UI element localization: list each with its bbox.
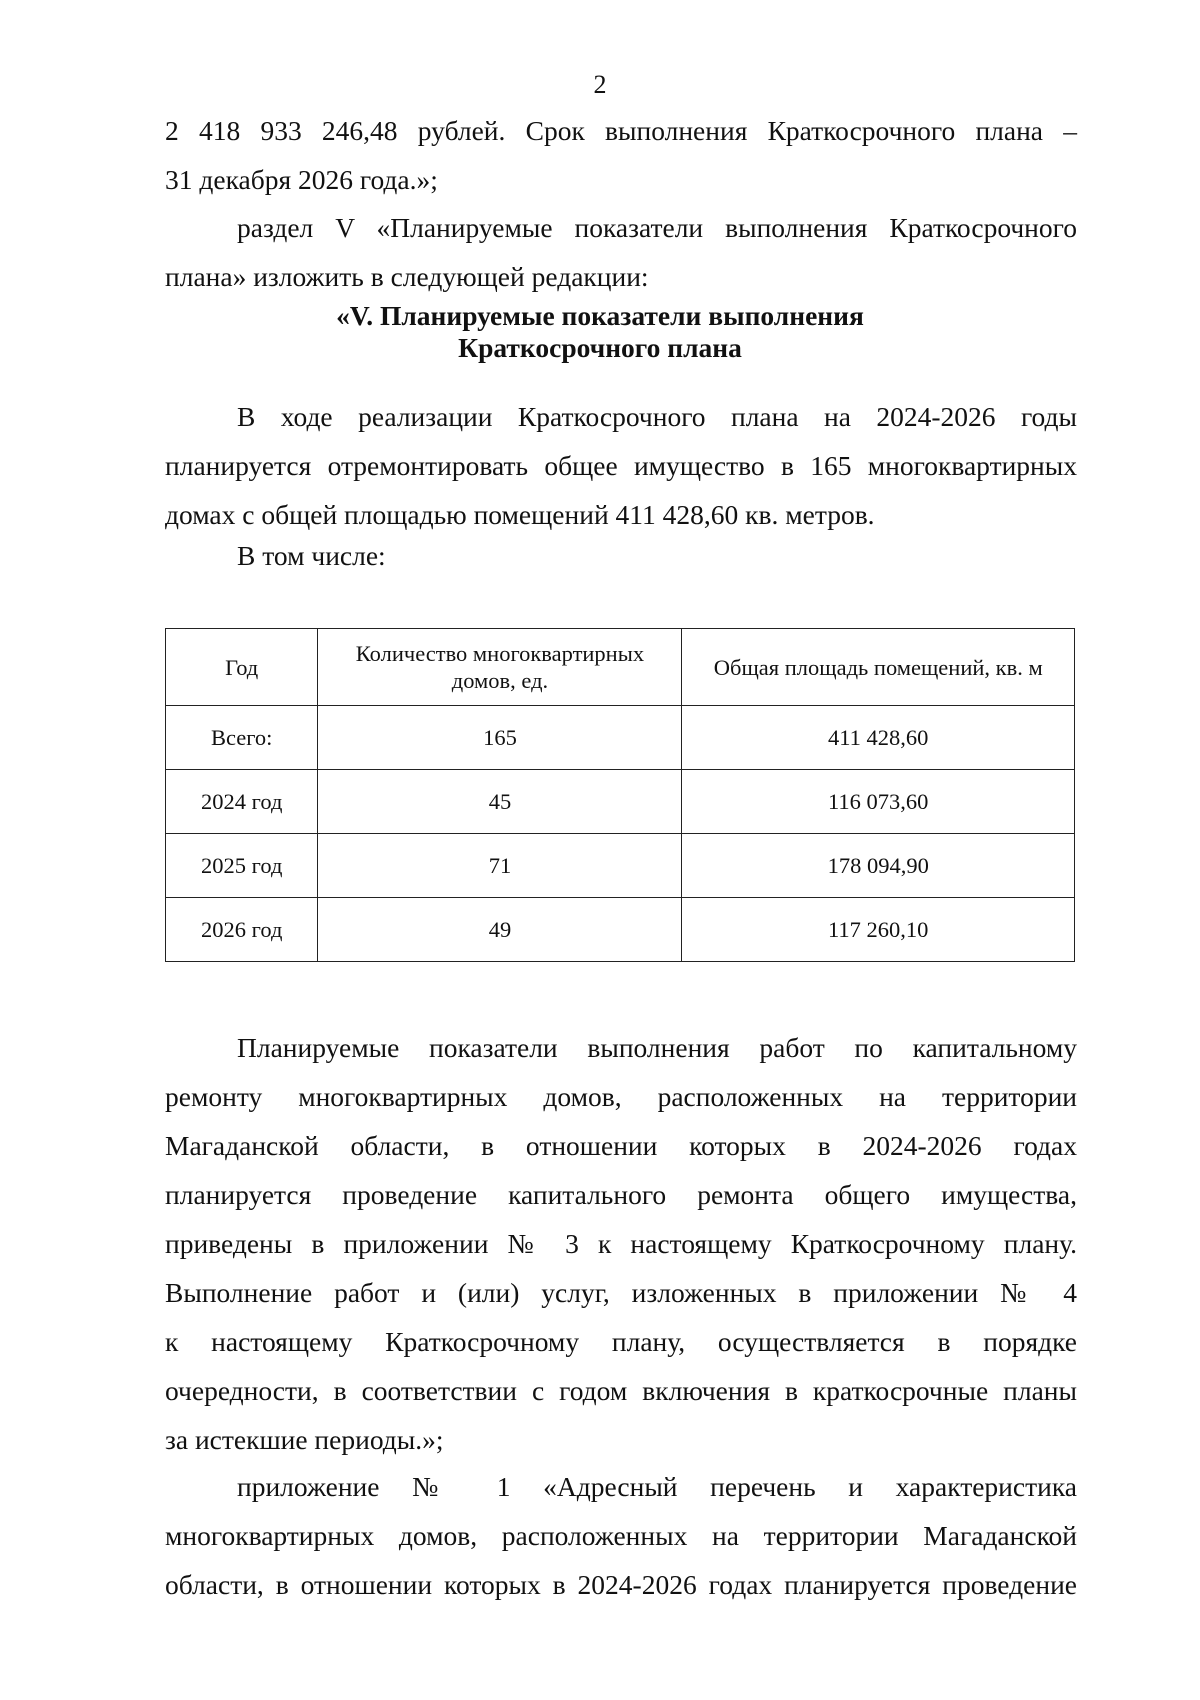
section-heading [0, 300, 1200, 364]
table-cell: 71 [318, 834, 682, 898]
paragraph-line: 2 418 933 246,48 рублей. Срок выполнения Краткосрочного плана – [165, 115, 1077, 146]
paragraph-line: очередности, в соответствии с годом включения в краткосрочные планы [165, 1375, 1077, 1406]
paragraph-line: раздел V «Планируемые показатели выполнения Краткосрочного [237, 212, 1077, 243]
table-row [166, 898, 1075, 962]
paragraph-line: В ходе реализации Краткосрочного плана на 2024-2026 годы [237, 401, 1077, 432]
table-header-area: Общая площадь помещений, кв. м [682, 629, 1075, 706]
table-cell: Всего: [166, 706, 318, 770]
paragraph-appendix-1 [165, 1462, 1077, 1609]
paragraph-line: приведены в приложении № 3 к настоящему Краткосрочному плану. [165, 1228, 1077, 1259]
table-cell: 117 260,10 [682, 898, 1075, 962]
table-cell: 165 [318, 706, 682, 770]
paragraph-line: В том числе: [237, 540, 386, 571]
paragraph-line: многоквартирных домов, расположенных на территории Магаданской [165, 1520, 1077, 1551]
table-header-row [166, 629, 1075, 706]
table-cell: 411 428,60 [682, 706, 1075, 770]
table-cell: 116 073,60 [682, 770, 1075, 834]
paragraph-line: планируется отремонтировать общее имущество в 165 многоквартирных [165, 450, 1077, 481]
page-number: 2 [593, 70, 607, 99]
table-row [166, 706, 1075, 770]
paragraph-line: области, в отношении которых в 2024-2026 годах планируется проведение [165, 1569, 1077, 1600]
table-cell: 2026 год [166, 898, 318, 962]
table-row [166, 834, 1075, 898]
stats-table [165, 628, 1075, 962]
paragraph-line: Планируемые показатели выполнения работ по капитальному [237, 1032, 1077, 1063]
paragraph-line: за истекшие периоды.»; [165, 1424, 444, 1455]
section-heading-line: «V. Планируемые показатели выполнения [336, 300, 864, 331]
paragraph-line: ремонту многоквартирных домов, расположенных на территории [165, 1081, 1077, 1112]
table-header-buildings: Количество многоквартирных домов, ед. [318, 629, 682, 706]
paragraph-line: 31 декабря 2026 года.»; [165, 164, 438, 195]
table-row [166, 770, 1075, 834]
paragraph-line: к настоящему Краткосрочному плану, осуществляется в порядке [165, 1326, 1077, 1357]
paragraph-including [165, 531, 1077, 580]
table-cell: 2025 год [166, 834, 318, 898]
paragraph-line: Выполнение работ и (или) услуг, изложенных в приложении № 4 [165, 1277, 1077, 1308]
table-cell: 45 [318, 770, 682, 834]
paragraph-section-v-intro [165, 203, 1077, 301]
table-cell: 2024 год [166, 770, 318, 834]
paragraph-planned-indicators [165, 1023, 1077, 1464]
paragraph-plan-summary [165, 392, 1077, 539]
table-cell: 49 [318, 898, 682, 962]
paragraph-line: плана» изложить в следующей редакции: [165, 261, 649, 292]
paragraph-line: Магаданской области, в отношении которых в 2024-2026 годах [165, 1130, 1077, 1161]
paragraph-line: домах с общей площадью помещений 411 428,60 кв. метров. [165, 499, 875, 530]
paragraph-line: приложение № 1 «Адресный перечень и характеристика [237, 1471, 1077, 1502]
paragraph-budget [165, 106, 1077, 204]
section-heading-line: Краткосрочного плана [458, 332, 742, 363]
paragraph-line: планируется проведение капитального ремонта общего имущества, [165, 1179, 1077, 1210]
table-header-year: Год [166, 629, 318, 706]
table-cell: 178 094,90 [682, 834, 1075, 898]
